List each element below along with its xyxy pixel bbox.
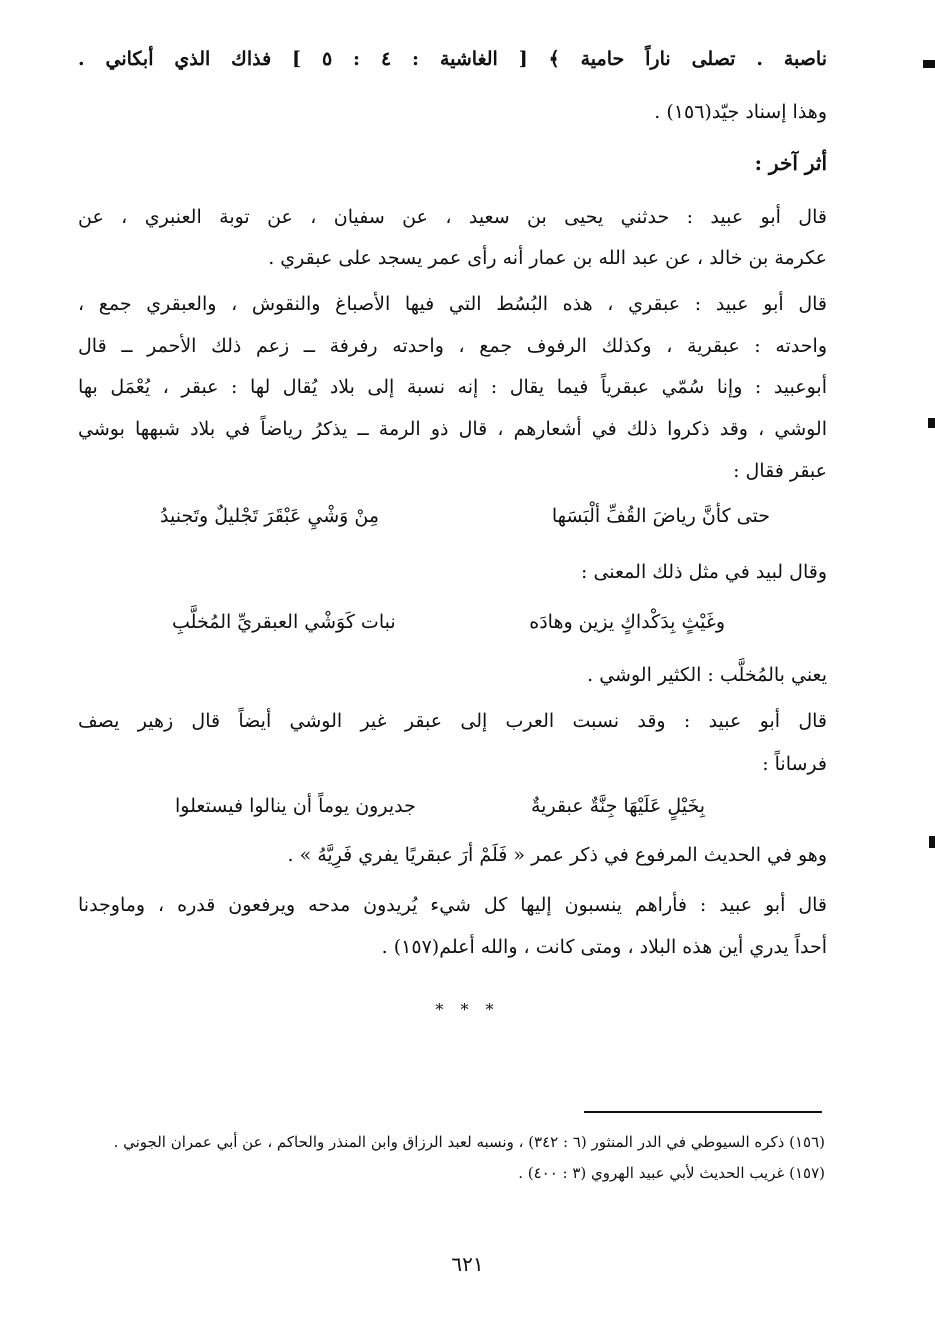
- margin-mark-middle: [928, 418, 935, 428]
- text-line: قال أبو عبيد : وقد نسبت العرب إلى عبقر غير الوشي أيضاً قال زهير يصف: [78, 710, 827, 732]
- section-heading: أثر آخر :: [754, 151, 827, 175]
- page-number: ٦٢١: [451, 1252, 484, 1276]
- text-line: وقال لبيد في مثل ذلك المعنى :: [581, 561, 827, 583]
- text-line: قال أبو عبيد : فأراهم ينسبون إليها كل شيء يُريدون مدحه ويرفعون قدره ، وماوجدنا: [78, 894, 827, 916]
- verse-hemistich-first: بِخَيْلٍ عَلَيْهَا جِنَّةٌ عبقريةٌ: [530, 795, 705, 817]
- text-line: ناصبة . تصلى ناراً حامية ﴾ [ الغاشية : ٤ : ٥ ] فذاك الذي أبكاني .: [78, 48, 827, 70]
- text-line: الوشي ، وقد ذكروا ذلك في أشعارهم ، قال ذو الرمة ــ يذكرُ رياضاً في بلاد شبهها بوشي: [78, 418, 827, 440]
- verse-hemistich-second: مِنْ وَشْيِ عَبْقَرَ تَجْليلٌ وتَجنيدُ: [160, 505, 380, 527]
- text-line: قال أبو عبيد : عبقري ، هذه البُسُط التي فيها الأصباغ والنقوش ، والعبقري جمع ،: [78, 293, 827, 315]
- verse-hemistich-first: وغَيْثٍ بِدَكْداكٍ يزين وهادَه: [529, 611, 725, 633]
- text-line: قال أبو عبيد : حدثني يحيى بن سعيد ، عن سفيان ، عن توبة العنبري ، عن: [78, 206, 827, 228]
- text-line: عكرمة بن خالد ، عن عبد الله بن عمار أنه رأى عمر يسجد على عبقري .: [268, 247, 827, 269]
- footnote: (١٥٧) غريب الحديث لأبي عبيد الهروي (٣ : ٤٠٠) .: [518, 1164, 825, 1182]
- text-line: وهو في الحديث المرفوع في ذكر عمر « فَلَمْ أرَ عبقريًا يفري فَرِيَّهُ » .: [287, 844, 827, 866]
- footnote: (١٥٦) ذكره السيوطي في الدر المنثور (٦ : ٣٤٢) ، ونسبه لعبد الرزاق وابن المنذر والحاكم ، عن أبي عمران الجوني .: [113, 1133, 825, 1151]
- footnote-rule: [584, 1111, 822, 1113]
- section-separator: * * *: [435, 1000, 500, 1019]
- text-line: أحداً يدري أين هذه البلاد ، ومتى كانت ، والله أعلم(١٥٧) .: [381, 936, 827, 958]
- verse-hemistich-second: جديرون يوماً أن ينالوا فيستعلوا: [175, 795, 416, 817]
- text-line: أبوعبيد : وإنا سُمّي عبقرياً فيما يقال : إنه نسبة إلى بلاد يُقال لها : عبقر ، يُعْمَل بها: [78, 376, 827, 398]
- text-line: فرساناً :: [762, 753, 827, 775]
- text-line: يعني بالمُخلَّب : الكثير الوشي .: [587, 664, 827, 686]
- text-line: وهذا إسناد جيّد(١٥٦) .: [654, 101, 827, 123]
- text-line: واحدته : عبقرية ، وكذلك الرفوف جمع ، واحدته رفرفة ــ زعم ذلك الأحمر ــ قال: [78, 335, 828, 357]
- verse-hemistich-second: نبات كَوَشْي العبقريِّ المُخلَّبِ: [172, 611, 396, 633]
- text-line: عبقر فقال :: [733, 460, 827, 482]
- margin-mark-lower: [929, 836, 935, 848]
- margin-mark-top: [923, 60, 935, 68]
- verse-hemistich-first: حتى كأنَّ رياضَ القُفِّ ألْبَسَها: [551, 505, 770, 527]
